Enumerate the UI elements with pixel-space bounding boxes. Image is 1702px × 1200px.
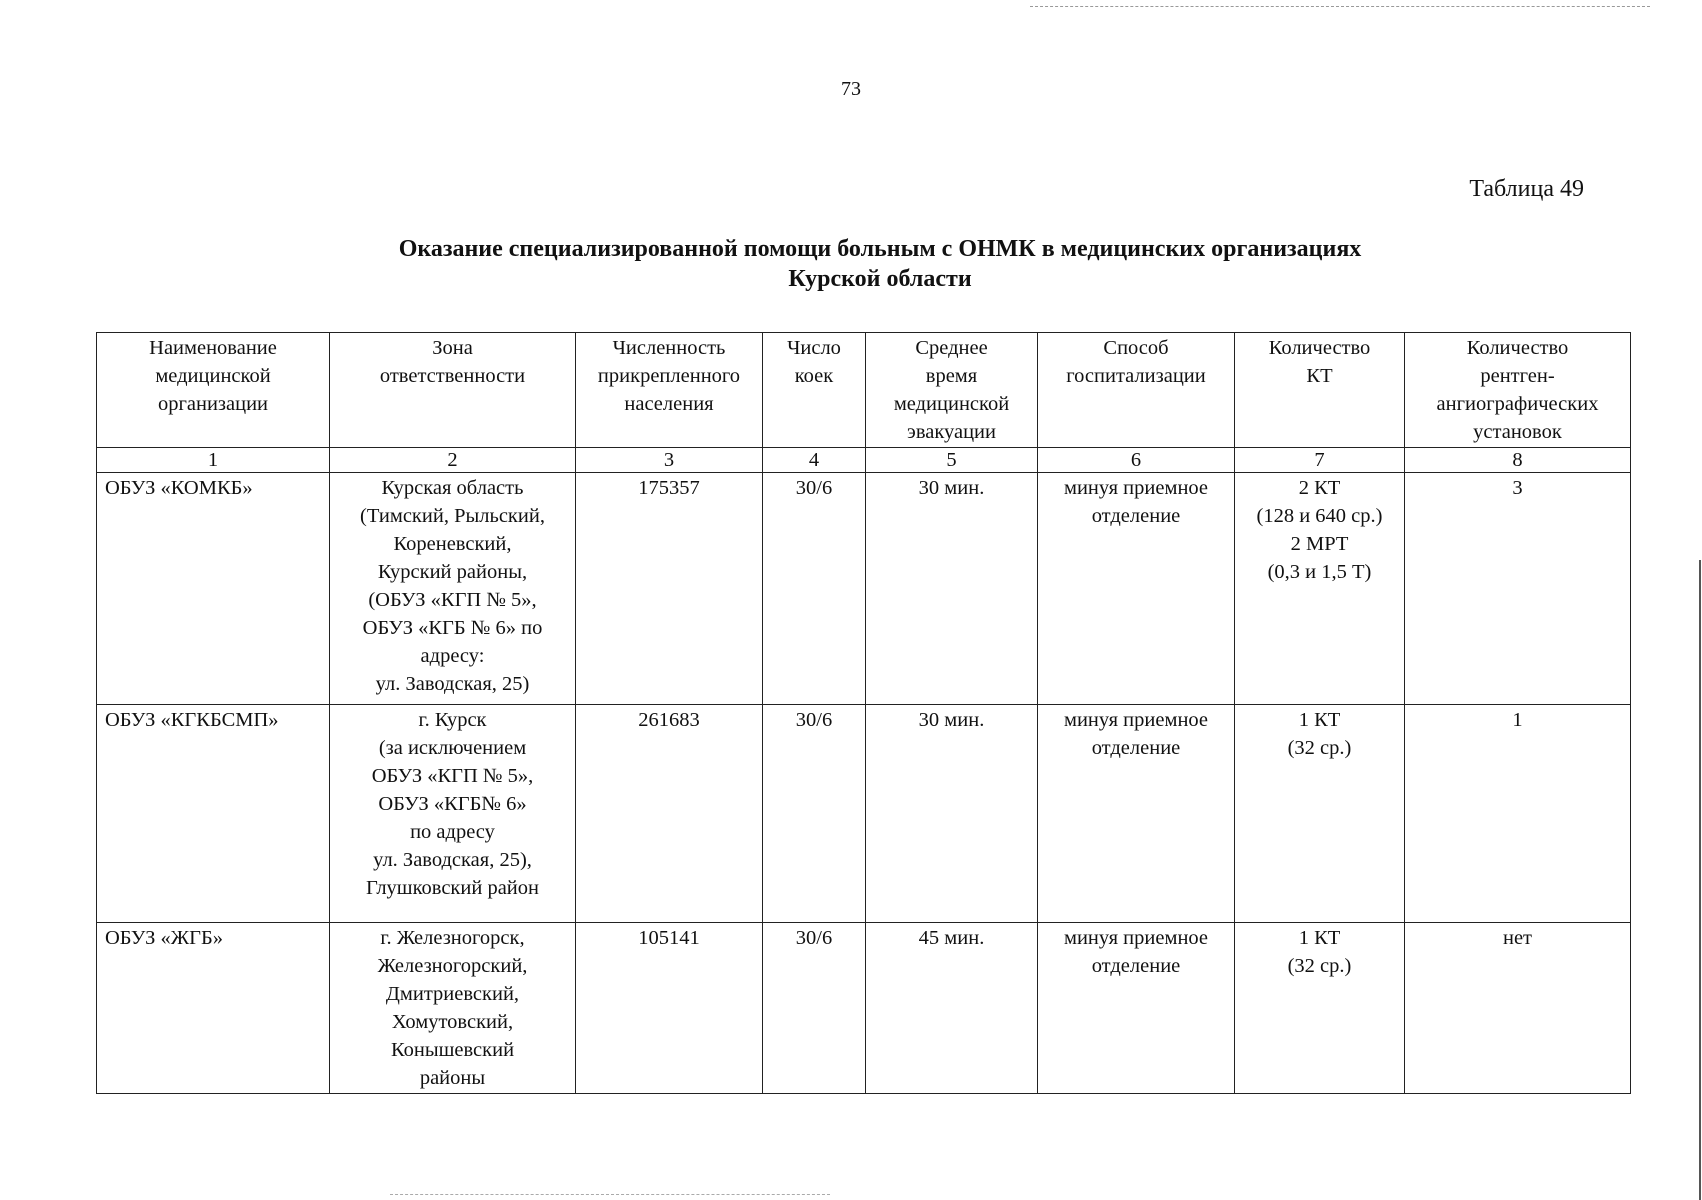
cell-beds: 30/6 (763, 705, 866, 923)
cell-angiography: нет (1405, 923, 1631, 1094)
cell-hospitalization: минуя приемное отделение (1038, 705, 1235, 923)
cell-population: 105141 (576, 923, 763, 1094)
column-number: 7 (1235, 448, 1405, 473)
table-row (97, 705, 1631, 923)
table-label: Таблица 49 (1469, 176, 1584, 202)
header-beds: Число коек (763, 333, 866, 448)
column-number: 5 (866, 448, 1038, 473)
document-title-line-2: Курской области (788, 266, 972, 292)
document-title (240, 234, 1520, 294)
column-number: 1 (97, 448, 330, 473)
column-number: 8 (1405, 448, 1631, 473)
header-evacuation-time: Среднее время медицинской эвакуации (866, 333, 1038, 448)
header-organization: Наименование медицинской организации (97, 333, 330, 448)
header-zone: Зона ответственности (330, 333, 576, 448)
table-row (97, 923, 1631, 1094)
column-number: 4 (763, 448, 866, 473)
cell-angiography: 1 (1405, 705, 1631, 923)
cell-zone: г. Железногорск, Железногорский, Дмитриевский, Хомутовский, Конышевский районы (330, 923, 576, 1094)
cell-population: 175357 (576, 473, 763, 705)
header-population: Численность прикрепленного населения (576, 333, 763, 448)
column-number: 2 (330, 448, 576, 473)
table-row (97, 473, 1631, 705)
cell-evacuation-time: 30 мин. (866, 473, 1038, 705)
cell-ct: 1 КТ (32 ср.) (1235, 705, 1405, 923)
scan-artifact-edge (1699, 560, 1701, 1200)
column-number: 3 (576, 448, 763, 473)
stroke-care-table (96, 332, 1631, 1094)
cell-hospitalization: минуя приемное отделение (1038, 473, 1235, 705)
column-number: 6 (1038, 448, 1235, 473)
header-angiography: Количество рентген- ангиографических установок (1405, 333, 1631, 448)
document-title-line-1: Оказание специализированной помощи больным с ОНМК в медицинских организациях (398, 236, 1362, 262)
cell-angiography: 3 (1405, 473, 1631, 705)
cell-organization: ОБУЗ «КГКБСМП» (97, 705, 330, 923)
header-ct: Количество КТ (1235, 333, 1405, 448)
cell-organization: ОБУЗ «ЖГБ» (97, 923, 330, 1094)
scan-artifact-bottom (390, 1194, 830, 1195)
cell-beds: 30/6 (763, 923, 866, 1094)
cell-organization: ОБУЗ «КОМКБ» (97, 473, 330, 705)
cell-ct: 1 КТ (32 ср.) (1235, 923, 1405, 1094)
cell-beds: 30/6 (763, 473, 866, 705)
page-number: 73 (841, 78, 861, 100)
cell-ct: 2 КТ (128 и 640 ср.) 2 МРТ (0,3 и 1,5 Т) (1235, 473, 1405, 705)
cell-hospitalization: минуя приемное отделение (1038, 923, 1235, 1094)
cell-zone: г. Курск (за исключением ОБУЗ «КГП № 5», ОБУЗ «КГБ№ 6» по адресу ул. Заводская, 25), Глушковский район (330, 705, 576, 923)
cell-evacuation-time: 30 мин. (866, 705, 1038, 923)
cell-zone: Курская область (Тимский, Рыльский, Кореневский, Курский районы, (ОБУЗ «КГП № 5», ОБУЗ «КГБ № 6» по адресу: ул. Заводская, 25) (330, 473, 576, 705)
header-row (97, 333, 1631, 448)
column-number-row (97, 448, 1631, 473)
scan-artifact-top (1030, 6, 1650, 7)
header-hospitalization: Способ госпитализации (1038, 333, 1235, 448)
cell-evacuation-time: 45 мин. (866, 923, 1038, 1094)
cell-population: 261683 (576, 705, 763, 923)
